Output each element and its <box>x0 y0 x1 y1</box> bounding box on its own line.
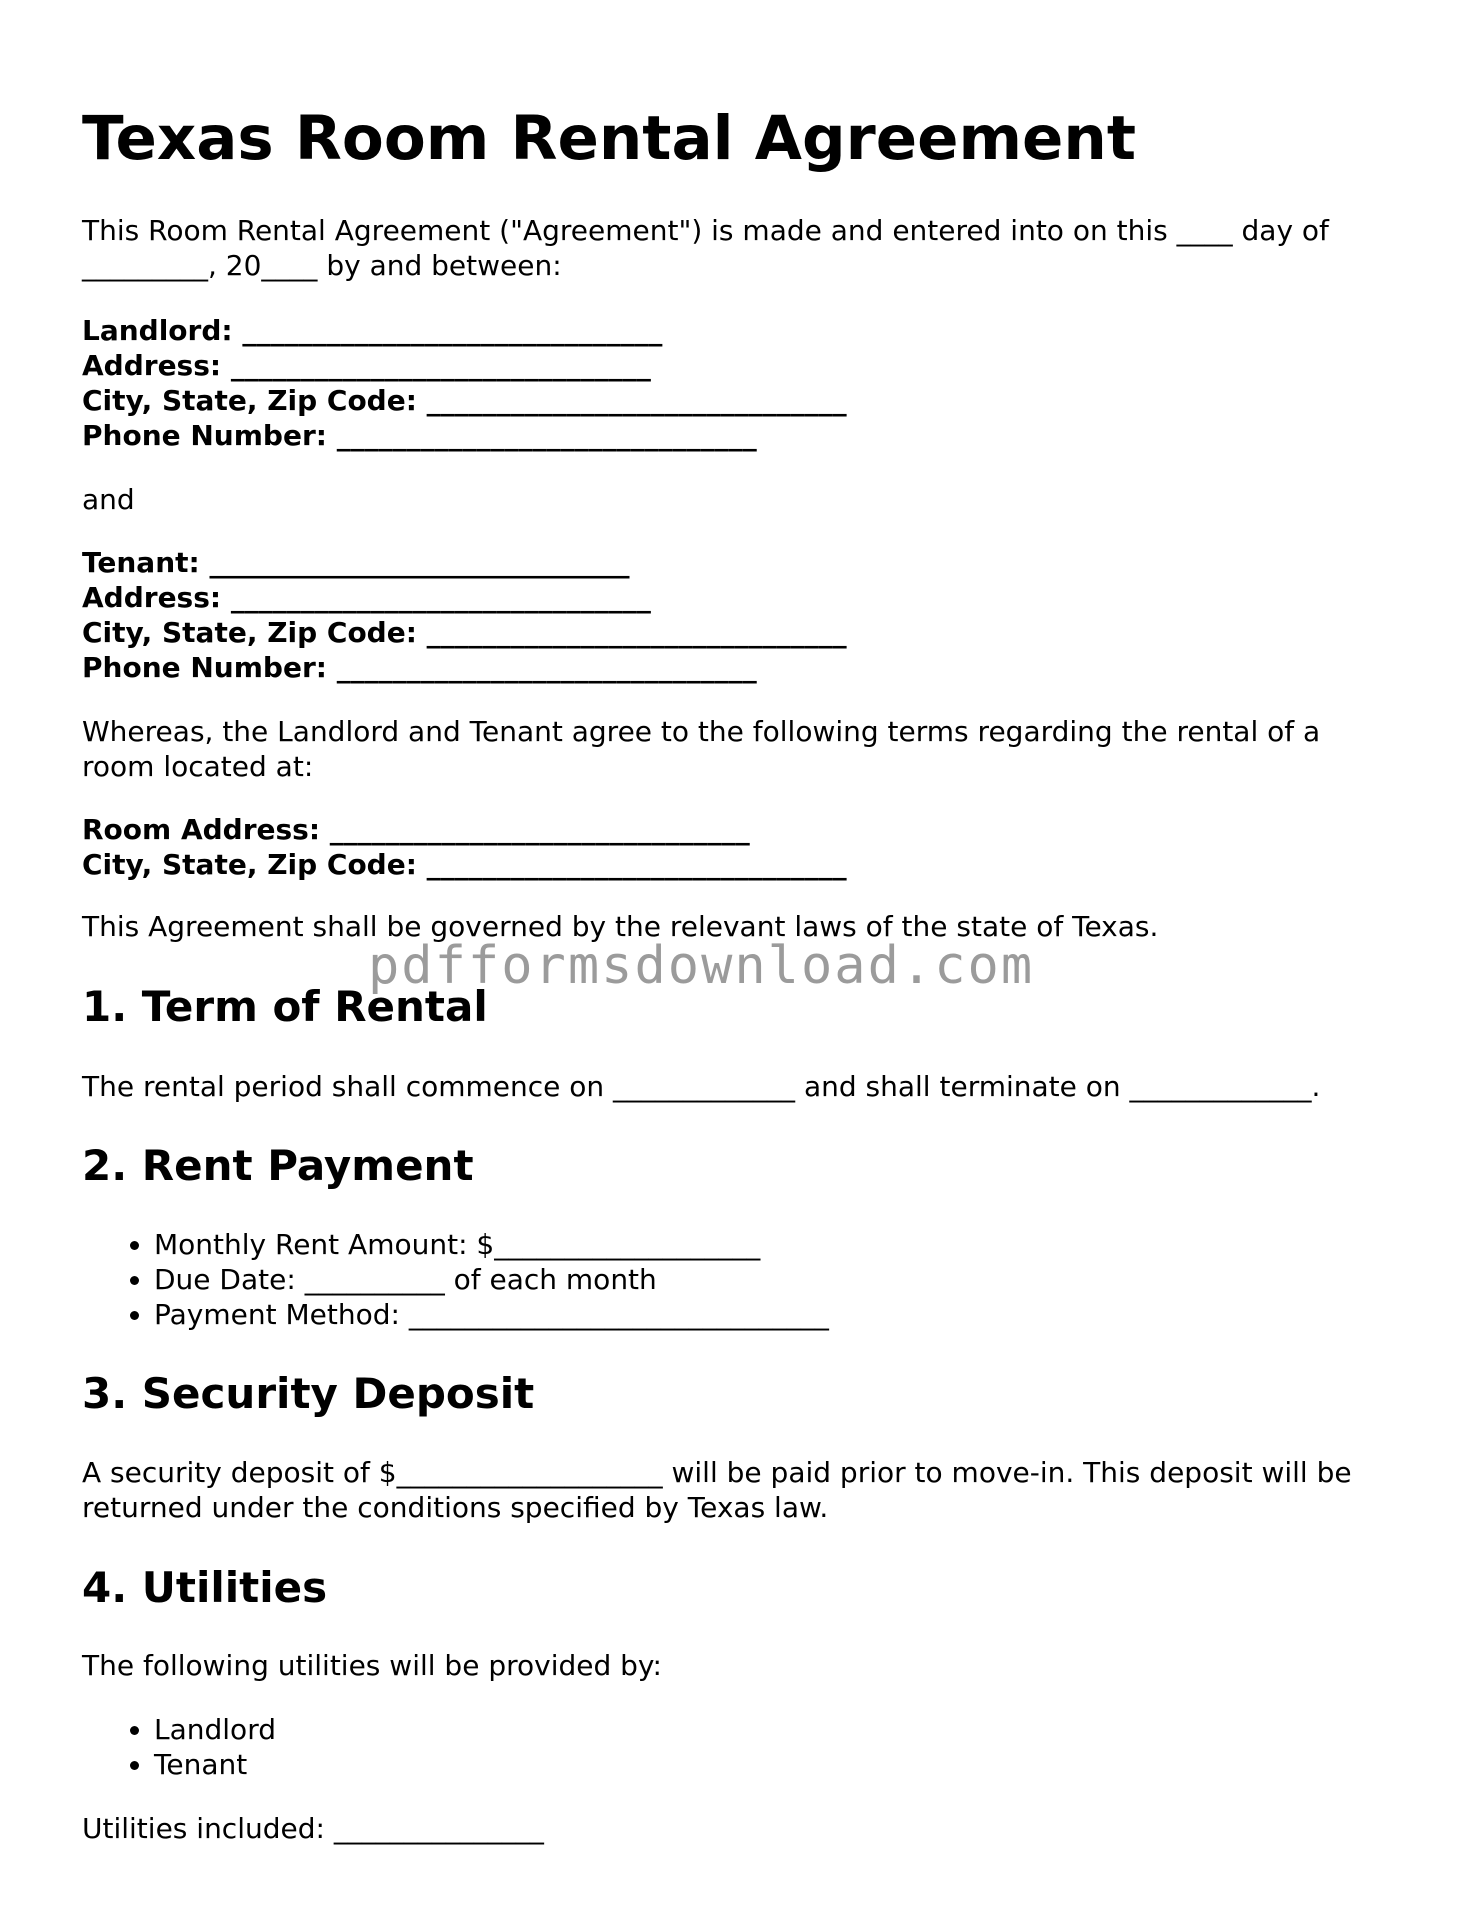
list-item: • Payment Method: ______________________________ <box>154 1297 829 1332</box>
tenant-phone-field: Phone Number: ______________________________ <box>82 651 757 684</box>
section-3-paragraph <box>82 1455 1412 1525</box>
tenant-city-field: City, State, Zip Code: ______________________________ <box>82 616 847 649</box>
landlord-phone-field: Phone Number: ______________________________ <box>82 419 757 452</box>
section-2-heading: 2. Rent Payment <box>82 1141 474 1190</box>
whereas-line-1: Whereas, the Landlord and Tenant agree to the following terms regarding the rental of a <box>82 715 1321 748</box>
list-item: • Tenant <box>154 1747 276 1782</box>
room-fields <box>82 812 847 882</box>
section-3-line-1: A security deposit of $___________________ will be paid prior to move-in. This deposit will be <box>82 1456 1352 1489</box>
list-item: • Monthly Rent Amount: $___________________ <box>154 1227 829 1262</box>
section-3-heading: 3. Security Deposit <box>82 1369 535 1418</box>
document-title: Texas Room Rental Agreement <box>82 103 1136 174</box>
tenant-name-field: Tenant: ______________________________ <box>82 546 630 579</box>
list-item: • Landlord <box>154 1712 276 1747</box>
list-item: • Due Date: __________ of each month <box>154 1262 829 1297</box>
intro-line-1: This Room Rental Agreement ("Agreement") is made and entered into on this ____ day of <box>82 214 1329 247</box>
tenant-fields <box>82 545 847 685</box>
section-3-line-2: returned under the conditions specified by Texas law. <box>82 1491 829 1524</box>
landlord-fields <box>82 313 847 453</box>
section-4-text: The following utilities will be provided by: <box>82 1649 662 1682</box>
whereas-paragraph <box>82 714 1412 784</box>
utilities-included-field: Utilities included: _______________ <box>82 1812 544 1845</box>
landlord-address-field: Address: ______________________________ <box>82 349 651 382</box>
room-address-field: Room Address: ______________________________ <box>82 813 750 846</box>
tenant-address-field: Address: ______________________________ <box>82 581 651 614</box>
whereas-line-2: room located at: <box>82 750 314 783</box>
intro-line-2: _________, 20____ by and between: <box>82 249 562 282</box>
section-1-heading: 1. Term of Rental <box>82 982 488 1031</box>
governed-paragraph: This Agreement shall be governed by the relevant laws of the state of Texas. <box>82 910 1159 943</box>
landlord-city-field: City, State, Zip Code: ______________________________ <box>82 384 847 417</box>
room-city-field: City, State, Zip Code: ______________________________ <box>82 848 847 881</box>
rent-payment-list <box>82 1227 829 1332</box>
intro-paragraph <box>82 213 1412 283</box>
watermark-text: pdfformsdownload.com <box>368 936 1035 996</box>
section-1-text: The rental period shall commence on _____________ and shall terminate on _____________. <box>82 1070 1321 1103</box>
section-4-heading: 4. Utilities <box>82 1563 328 1612</box>
landlord-name-field: Landlord: ______________________________ <box>82 314 663 347</box>
and-text: and <box>82 483 135 516</box>
utilities-provider-list <box>82 1712 276 1782</box>
